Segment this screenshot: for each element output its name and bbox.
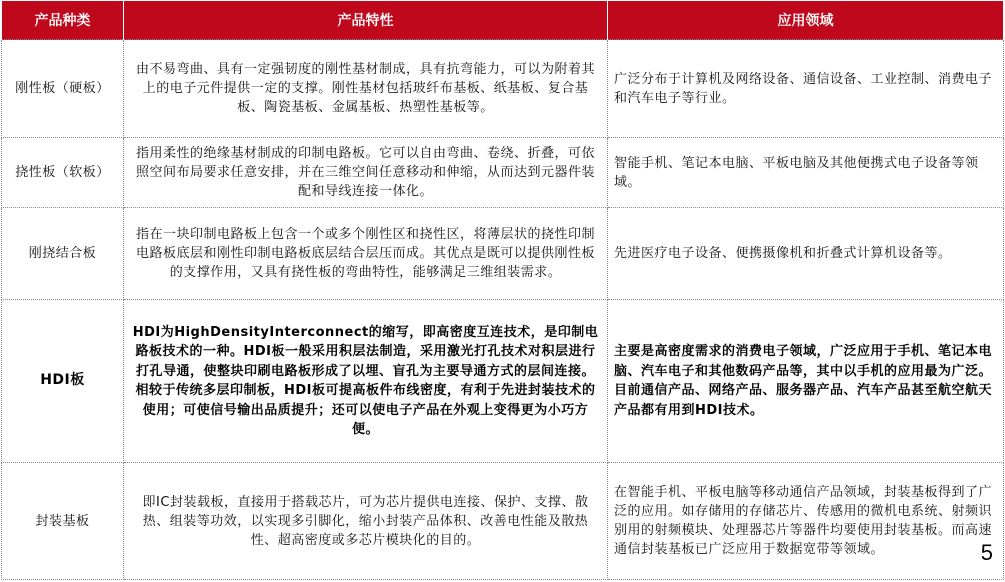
cell-type: HDI板 bbox=[2, 300, 124, 463]
header-product-feature: 产品特性 bbox=[124, 1, 608, 40]
table-row-rigid-flex bbox=[2, 208, 1004, 300]
table-row-ic-substrate bbox=[2, 463, 1004, 580]
cell-application: 主要是高密度需求的消费电子领域，广泛应用于手机、笔记本电脑、汽车电子和其他数码产品等，其中以手机的应用最为广泛。目前通信产品、网络产品、服务器产品、汽车产品甚至航空航天产品都有用到HDI技术。 bbox=[608, 300, 1004, 463]
cell-type: 刚挠结合板 bbox=[2, 208, 124, 300]
cell-feature: HDI为HighDensityInterconnect的缩写，即高密度互连技术，是印制电路板技术的一种。HDI板一般采用积层法制造，采用激光打孔技术对积层进行打孔导通，使整块印刷电路板形成了以埋、盲孔为主要导通方式的层间连接。相较于传统多层印制板，HDI板可提高板件布线密度，有利于先进封装技术的使用；可使信号输出品质提升；还可以使电子产品在外观上变得更为小巧方便。 bbox=[124, 300, 608, 463]
table-header-row bbox=[2, 1, 1004, 40]
cell-application: 在智能手机、平板电脑等移动通信产品领域，封装基板得到了广泛的应用。如存储用的存储芯片、传感用的微机电系统、射频识别用的射频模块、处理器芯片等器件均要使用封装基板。而高速通信封装基板已广泛应用于数据宽带等领域。 bbox=[608, 463, 1004, 580]
page-number: 5 bbox=[980, 540, 993, 565]
cell-application: 智能手机、笔记本电脑、平板电脑及其他便携式电子设备等领域。 bbox=[608, 138, 1004, 208]
cell-feature: 指在一块印制电路板上包含一个或多个刚性区和挠性区，将薄层状的挠性印制电路板底层和刚性印制电路板底层结合层压而成。其优点是既可以提供刚性板的支撑作用，又具有挠性板的弯曲特性，能够满足三维组装需求。 bbox=[124, 208, 608, 300]
cell-application: 先进医疗电子设备、便携摄像机和折叠式计算机设备等。 bbox=[608, 208, 1004, 300]
cell-type: 封装基板 bbox=[2, 463, 124, 580]
cell-feature: 即IC封装载板，直接用于搭载芯片，可为芯片提供电连接、保护、支撑、散热、组装等功效，以实现多引脚化，缩小封装产品体积、改善电性能及散热性、超高密度或多芯片模块化的目的。 bbox=[124, 463, 608, 580]
table-row-flexible bbox=[2, 138, 1004, 208]
cell-type: 挠性板（软板） bbox=[2, 138, 124, 208]
cell-type: 刚性板（硬板） bbox=[2, 40, 124, 138]
cell-feature: 指用柔性的绝缘基材制成的印制电路板。它可以自由弯曲、卷绕、折叠，可依照空间布局要求任意安排，并在三维空间任意移动和伸缩，从而达到元器件装配和导线连接一体化。 bbox=[124, 138, 608, 208]
header-application-field: 应用领域 bbox=[608, 1, 1004, 40]
table-row-hdi bbox=[2, 300, 1004, 463]
cell-feature: 由不易弯曲、具有一定强韧度的刚性基材制成，具有抗弯能力，可以为附着其上的电子元件提供一定的支撑。刚性基材包括玻纤布基板、纸基板、复合基板、陶瓷基板、金属基板、热塑性基板等。 bbox=[124, 40, 608, 138]
table-row-rigid bbox=[2, 40, 1004, 138]
pcb-product-table bbox=[1, 1, 1004, 580]
cell-application: 广泛分布于计算机及网络设备、通信设备、工业控制、消费电子和汽车电子等行业。 bbox=[608, 40, 1004, 138]
header-product-type: 产品种类 bbox=[2, 1, 124, 40]
